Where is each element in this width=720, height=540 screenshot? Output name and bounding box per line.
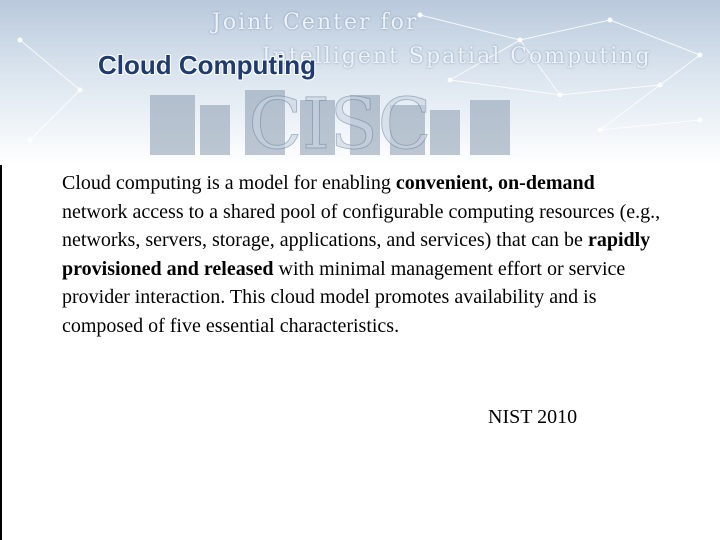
banner-logo: CISC xyxy=(248,83,432,165)
banner-org-line2: Intelligent Spatial Computing xyxy=(262,44,652,69)
definition-paragraph xyxy=(62,169,662,340)
definition-segment: with minimal management effort or service provider interaction. This cloud model promotes availability and is composed of five essential characteristics. xyxy=(62,257,626,337)
slide-title: Cloud Computing xyxy=(98,50,317,80)
definition-emphasis: convenient, on-demand xyxy=(395,172,595,194)
header-banner xyxy=(0,0,720,165)
definition-emphasis: rapidly provisioned and released xyxy=(62,229,651,280)
definition-segment: network access to a shared pool of configurable computing resources (e.g., networks, servers, storage, applications, and services) that can be xyxy=(62,200,661,251)
citation: NIST 2010 xyxy=(488,406,578,428)
banner-org-line1: Joint Center for xyxy=(212,10,419,35)
left-border-rule xyxy=(0,165,2,540)
definition-segment: Cloud computing is a model for enabling xyxy=(62,172,396,194)
